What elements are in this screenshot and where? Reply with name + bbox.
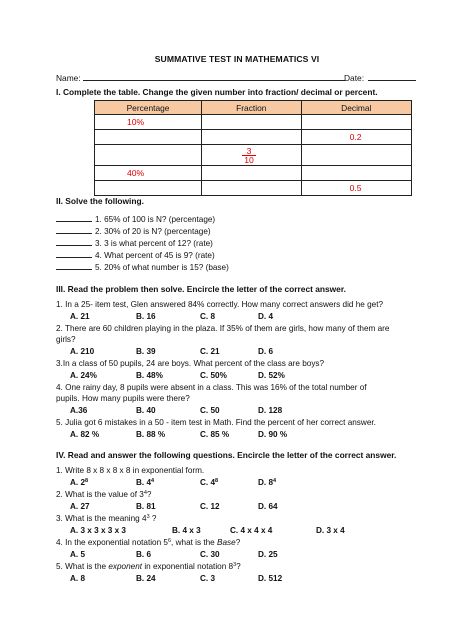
list-item: 5. 20% of what number is 15? (base)	[56, 262, 229, 272]
choice-d[interactable]: D. $8^4$	[258, 478, 277, 487]
header-decimal: Decimal	[301, 101, 411, 115]
cell-percentage[interactable]	[95, 130, 202, 145]
choice-d[interactable]: D. 6	[258, 347, 274, 356]
choice-d[interactable]: D. 90 %	[258, 430, 288, 439]
question-3-4-line1: 4. One rainy day, 8 pupils were absent in a class. This was 16% of the total number of	[56, 383, 367, 392]
choice-a[interactable]: A. 5	[70, 550, 86, 559]
choice-c[interactable]: C. 50%	[200, 371, 227, 380]
list-item: 4. What percent of 45 is 9? (rate)	[56, 250, 215, 260]
cell-decimal[interactable]: 0.2	[301, 130, 411, 145]
choice-b[interactable]: B. 4 x 3	[172, 526, 201, 535]
cell-decimal[interactable]	[301, 145, 411, 166]
question-3-2-line1: 2. There are 60 children playing in the plaza. If 35% of them are girls, how many of them are	[56, 324, 390, 333]
fraction-denominator: 10	[244, 154, 254, 165]
choice-d[interactable]: D. 4	[258, 312, 274, 321]
choice-b[interactable]: B. 16	[136, 312, 156, 321]
test-title: SUMMATIVE TEST IN MATHEMATICS VI	[154, 54, 320, 64]
answer-blank[interactable]	[56, 214, 92, 222]
question-3-1: 1. In a 25- item test, Glen answered 84% correctly. How many correct answers did he get?	[56, 300, 384, 309]
question-3-5: 5. Julia got 6 mistakes in a 50 - item test in Math. Find the percent of her correct answer.	[56, 418, 376, 427]
choice-b[interactable]: B. 24	[136, 574, 156, 583]
cell-fraction[interactable]	[202, 181, 302, 196]
question-4-3: 3. What is the meaning $4^3$ ?	[56, 514, 157, 523]
choice-a[interactable]: A.36	[70, 406, 88, 415]
cell-fraction[interactable]	[202, 115, 302, 130]
date-field[interactable]	[344, 72, 416, 83]
answer-blank[interactable]	[56, 250, 92, 258]
choice-c[interactable]: C. 3	[200, 574, 216, 583]
cell-fraction[interactable]	[202, 145, 302, 166]
cell-percentage[interactable]: 10%	[95, 115, 202, 130]
choice-c[interactable]: C. 85 %	[200, 430, 230, 439]
choice-c[interactable]: C. 12	[200, 502, 220, 511]
choice-a[interactable]: A. 3 x 3 x 3 x 3	[70, 526, 126, 535]
section-4-heading: IV. Read and answer the following questions. Encircle the letter of the correct answer.	[56, 450, 397, 460]
table-row	[95, 181, 412, 196]
cell-decimal[interactable]: 0.5	[301, 181, 411, 196]
choice-d[interactable]: D. 64	[258, 502, 278, 511]
choice-a[interactable]: A. 21	[70, 312, 90, 321]
choice-d[interactable]: D. 128	[258, 406, 283, 415]
cell-fraction[interactable]	[202, 130, 302, 145]
header-fraction: Fraction	[202, 101, 302, 115]
answer-blank[interactable]	[56, 238, 92, 246]
date-line[interactable]	[368, 72, 416, 81]
choice-b[interactable]: B. 40	[136, 406, 156, 415]
choice-c[interactable]: C. $4^8$	[200, 478, 219, 487]
choice-a[interactable]: A. 210	[70, 347, 95, 356]
list-item: 1. 65% of 100 is N? (percentage)	[56, 214, 215, 224]
question-4-1: 1. Write 8 x 8 x 8 x 8 in exponential form.	[56, 466, 205, 475]
choice-c[interactable]: C. 50	[200, 406, 220, 415]
name-line[interactable]	[83, 72, 345, 81]
choice-b[interactable]: B. $4^4$	[136, 478, 155, 487]
question-4-5: 5. What is the exponent in exponential notation $8^3$?	[56, 562, 241, 571]
name-field[interactable]	[56, 72, 345, 83]
choice-c[interactable]: C. 30	[200, 550, 220, 559]
choice-d[interactable]: D. 52%	[258, 371, 285, 380]
choice-d[interactable]: D. 512	[258, 574, 283, 583]
cell-percentage[interactable]	[95, 181, 202, 196]
choice-d[interactable]: D. 25	[258, 550, 278, 559]
table-header-row	[95, 101, 412, 115]
choice-a[interactable]: A. 24%	[70, 371, 97, 380]
question-3-2-line2: girls?	[56, 335, 76, 344]
choice-c[interactable]: C. 21	[200, 347, 220, 356]
table-row	[95, 115, 412, 130]
list-item: 3. 3 is what percent of 12? (rate)	[56, 238, 213, 248]
cell-decimal[interactable]	[301, 166, 411, 181]
cell-percentage[interactable]	[95, 145, 202, 166]
question-4-4: 4. In the exponential notation $5^6$, what is the Base?	[56, 538, 241, 547]
section-3-heading: III. Read the problem then solve. Encircle the letter of the correct answer.	[56, 284, 346, 294]
question-3-4-line2: pupils. How many pupils were there?	[56, 394, 190, 403]
choice-b[interactable]: B. 88 %	[136, 430, 166, 439]
table-row	[95, 166, 412, 181]
header-percentage: Percentage	[95, 101, 202, 115]
list-item: 2. 30% of 20 is N? (percentage)	[56, 226, 211, 236]
name-label: Name:	[56, 73, 81, 83]
choice-a[interactable]: A. $2^8$	[70, 478, 89, 487]
choice-b[interactable]: B. 6	[136, 550, 152, 559]
choice-c[interactable]: C. 4 x 4 x 4	[230, 526, 273, 535]
choice-b[interactable]: B. 39	[136, 347, 156, 356]
choice-b[interactable]: B. 81	[136, 502, 156, 511]
date-label: Date:	[344, 73, 365, 83]
answer-blank[interactable]	[56, 262, 92, 270]
question-4-2: 2. What is the value of $3^4$?	[56, 490, 152, 499]
choice-c[interactable]: C. 8	[200, 312, 216, 321]
table-row	[95, 145, 412, 166]
choice-a[interactable]: A. 82 %	[70, 430, 100, 439]
cell-fraction[interactable]	[202, 166, 302, 181]
section-1-heading: I. Complete the table. Change the given number into fraction/ decimal or percent.	[56, 87, 378, 97]
fraction-numerator: 3	[246, 145, 252, 156]
choice-a[interactable]: A. 27	[70, 502, 90, 511]
question-3-3: 3.In a class of 50 pupils, 24 are boys. What percent of the class are boys?	[56, 359, 325, 368]
cell-percentage[interactable]: 40%	[95, 166, 202, 181]
section-2-heading: II. Solve the following.	[56, 196, 144, 206]
choice-a[interactable]: A. 8	[70, 574, 86, 583]
conversion-table	[94, 100, 412, 196]
choice-b[interactable]: B. 48%	[136, 371, 163, 380]
cell-decimal[interactable]	[301, 115, 411, 130]
answer-blank[interactable]	[56, 226, 92, 234]
table-row	[95, 130, 412, 145]
choice-d[interactable]: D. 3 x 4	[316, 526, 345, 535]
